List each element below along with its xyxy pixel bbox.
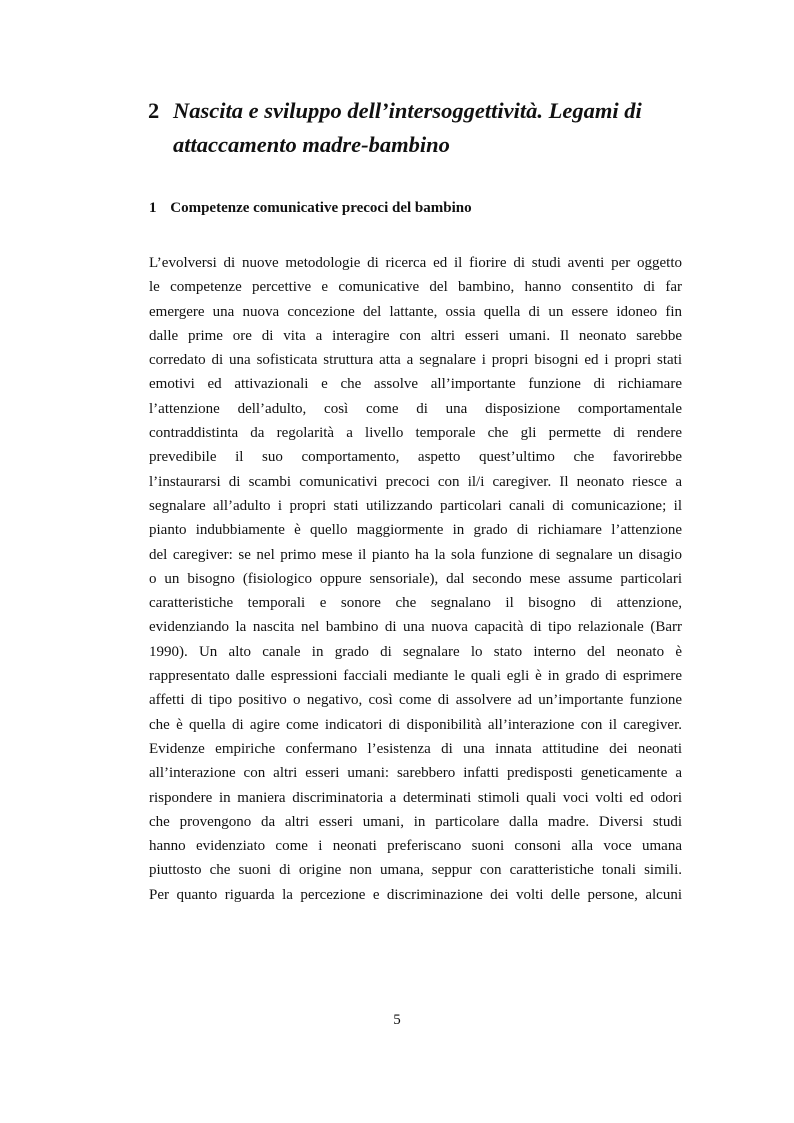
body-line: l’attenzione dell’adulto, così come di una disposizione comportamentale: [149, 400, 682, 417]
body-line: le competenze percettive e comunicative del bambino, hanno consentito di far: [149, 279, 682, 296]
body-line: pianto indubbiamente è quello maggiormente in grado di richiamare l’attenzione: [149, 522, 682, 539]
body-line: all’interazione con altri esseri umani: sarebbero infatti predisposti geneticamente a: [149, 765, 682, 782]
chapter-heading: [148, 94, 668, 162]
section-heading: [149, 198, 472, 218]
body-line: l’instaurarsi di scambi comunicativi precoci con il/i caregiver. Il neonato riesce a: [149, 473, 682, 490]
body-line: segnalare all’adulto i propri stati utilizzando particolari canali di comunicazione; il: [149, 497, 682, 514]
body-paragraph: [149, 251, 682, 907]
body-line: che provengono da altri esseri umani, in particolare dalla madre. Diversi studi: [149, 813, 682, 830]
body-line: hanno evidenziato come i neonati preferiscano suoni consoni alla voce umana: [149, 838, 682, 855]
body-line: caratteristiche temporali e sonore che segnalano il bisogno di attenzione,: [149, 595, 682, 612]
body-line: dalle prime ore di vita a interagire con altri esseri umani. Il neonato sarebbe: [149, 327, 682, 344]
body-line: emotivi ed attivazionali e che assolve all’importante funzione di richiamare: [149, 376, 682, 393]
body-line: contraddistinta da regolarità a livello temporale che gli permette di rendere: [149, 425, 682, 442]
section-number: 1: [149, 200, 157, 216]
body-line: affetti di tipo positivo o negativo, così come di assolvere ad un’importante funzione: [149, 692, 682, 709]
body-line: o un bisogno (fisiologico oppure sensoriale), dal secondo mese assume particolari: [149, 570, 682, 587]
body-line: emergere una nuova concezione del lattante, ossia quella di un essere idoneo fin: [149, 303, 682, 320]
body-line: che è quella di agire come indicatori di disponibilità all’interazione con il caregiver.: [149, 716, 682, 733]
page-number: 5: [393, 1012, 401, 1028]
chapter-number: 2: [148, 98, 160, 123]
body-line: rappresentato dalle espressioni facciali mediante le quali egli è in grado di esprimere: [149, 668, 682, 685]
body-line: L’evolversi di nuove metodologie di ricerca ed il fiorire di studi aventi per oggetto: [149, 255, 682, 271]
body-line: evidenziando la nascita nel bambino di una nuova capacità di tipo relazionale (Barr: [149, 619, 682, 636]
body-line: 1990). Un alto canale in grado di segnalare lo stato interno del neonato è: [149, 643, 682, 660]
body-line: Evidenze empiriche confermano l’esistenza di una innata attitudine dei neonati: [149, 740, 682, 757]
body-line: rispondere in maniera discriminatoria a determinati stimoli quali voci volti ed odori: [149, 789, 682, 806]
body-line: corredato di una sofisticata struttura atta a segnalare i propri bisogni ed i propri stati: [149, 352, 682, 369]
body-line: del caregiver: se nel primo mese il pianto ha la sola funzione di segnalare un disagio: [149, 546, 682, 563]
body-line: Per quanto riguarda la percezione e discriminazione dei volti delle persone, alcuni: [149, 886, 682, 903]
chapter-title: Nascita e sviluppo dell’intersoggettività. Legami di attaccamento madre-bambino: [173, 98, 642, 157]
section-title: Competenze comunicative precoci del bambino: [170, 200, 472, 216]
body-line: prevedibile il suo comportamento, aspetto quest’ultimo che favorirebbe: [149, 449, 682, 466]
body-line: piuttosto che suoni di origine non umana, seppur con caratteristiche tonali simili.: [149, 862, 682, 879]
